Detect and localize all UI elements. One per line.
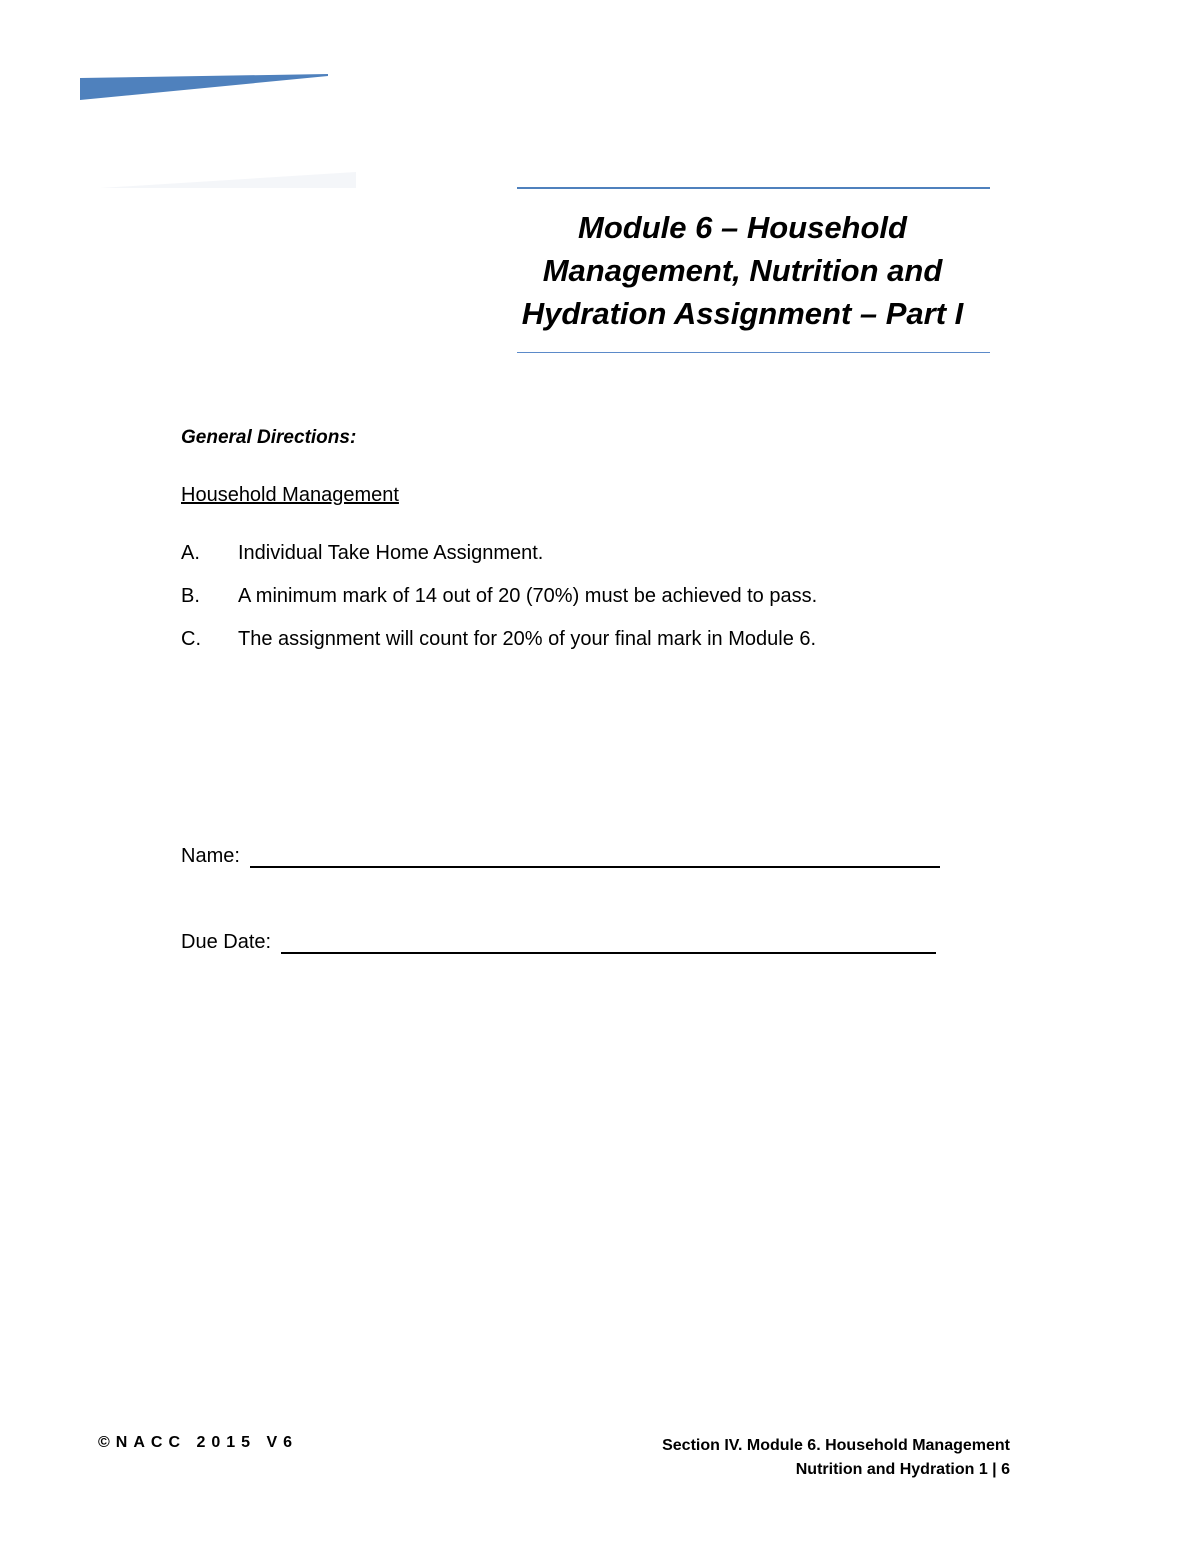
due-date-blank-line[interactable] xyxy=(281,928,936,954)
list-item-letter: C. xyxy=(181,628,201,650)
page-title xyxy=(480,206,1005,335)
name-field xyxy=(181,842,940,868)
footer-section-line-2: Nutrition and Hydration 1 | 6 xyxy=(795,1461,1010,1478)
name-label: Name: xyxy=(181,845,240,867)
list-item-text: The assignment will count for 20% of your final mark in Module 6. xyxy=(238,628,817,650)
logo-shadow-graphic xyxy=(100,168,356,192)
list-item-letter: A. xyxy=(181,542,200,564)
due-date-label: Due Date: xyxy=(181,931,272,953)
due-date-field xyxy=(181,928,936,954)
footer-section-line-1: Section IV. Module 6. Household Management xyxy=(662,1437,1010,1454)
logo-graphic xyxy=(80,74,330,102)
name-blank-line[interactable] xyxy=(250,842,940,868)
list-item-letter: B. xyxy=(181,585,200,607)
title-line-3: Hydration Assignment – Part I xyxy=(521,296,964,331)
footer-section-info xyxy=(662,1434,1010,1482)
title-line-1: Module 6 – Household xyxy=(578,210,907,245)
list-item-text: A minimum mark of 14 out of 20 (70%) must be achieved to pass. xyxy=(238,585,818,607)
title-bottom-rule xyxy=(517,352,990,353)
footer-copyright: ©NACC 2015 V6 xyxy=(98,1434,299,1451)
general-directions-label: General Directions: xyxy=(181,427,357,448)
title-line-2: Management, Nutrition and xyxy=(542,253,943,288)
list-item-text: Individual Take Home Assignment. xyxy=(238,542,544,564)
title-top-rule xyxy=(517,187,990,189)
section-heading: Household Management xyxy=(181,484,399,506)
